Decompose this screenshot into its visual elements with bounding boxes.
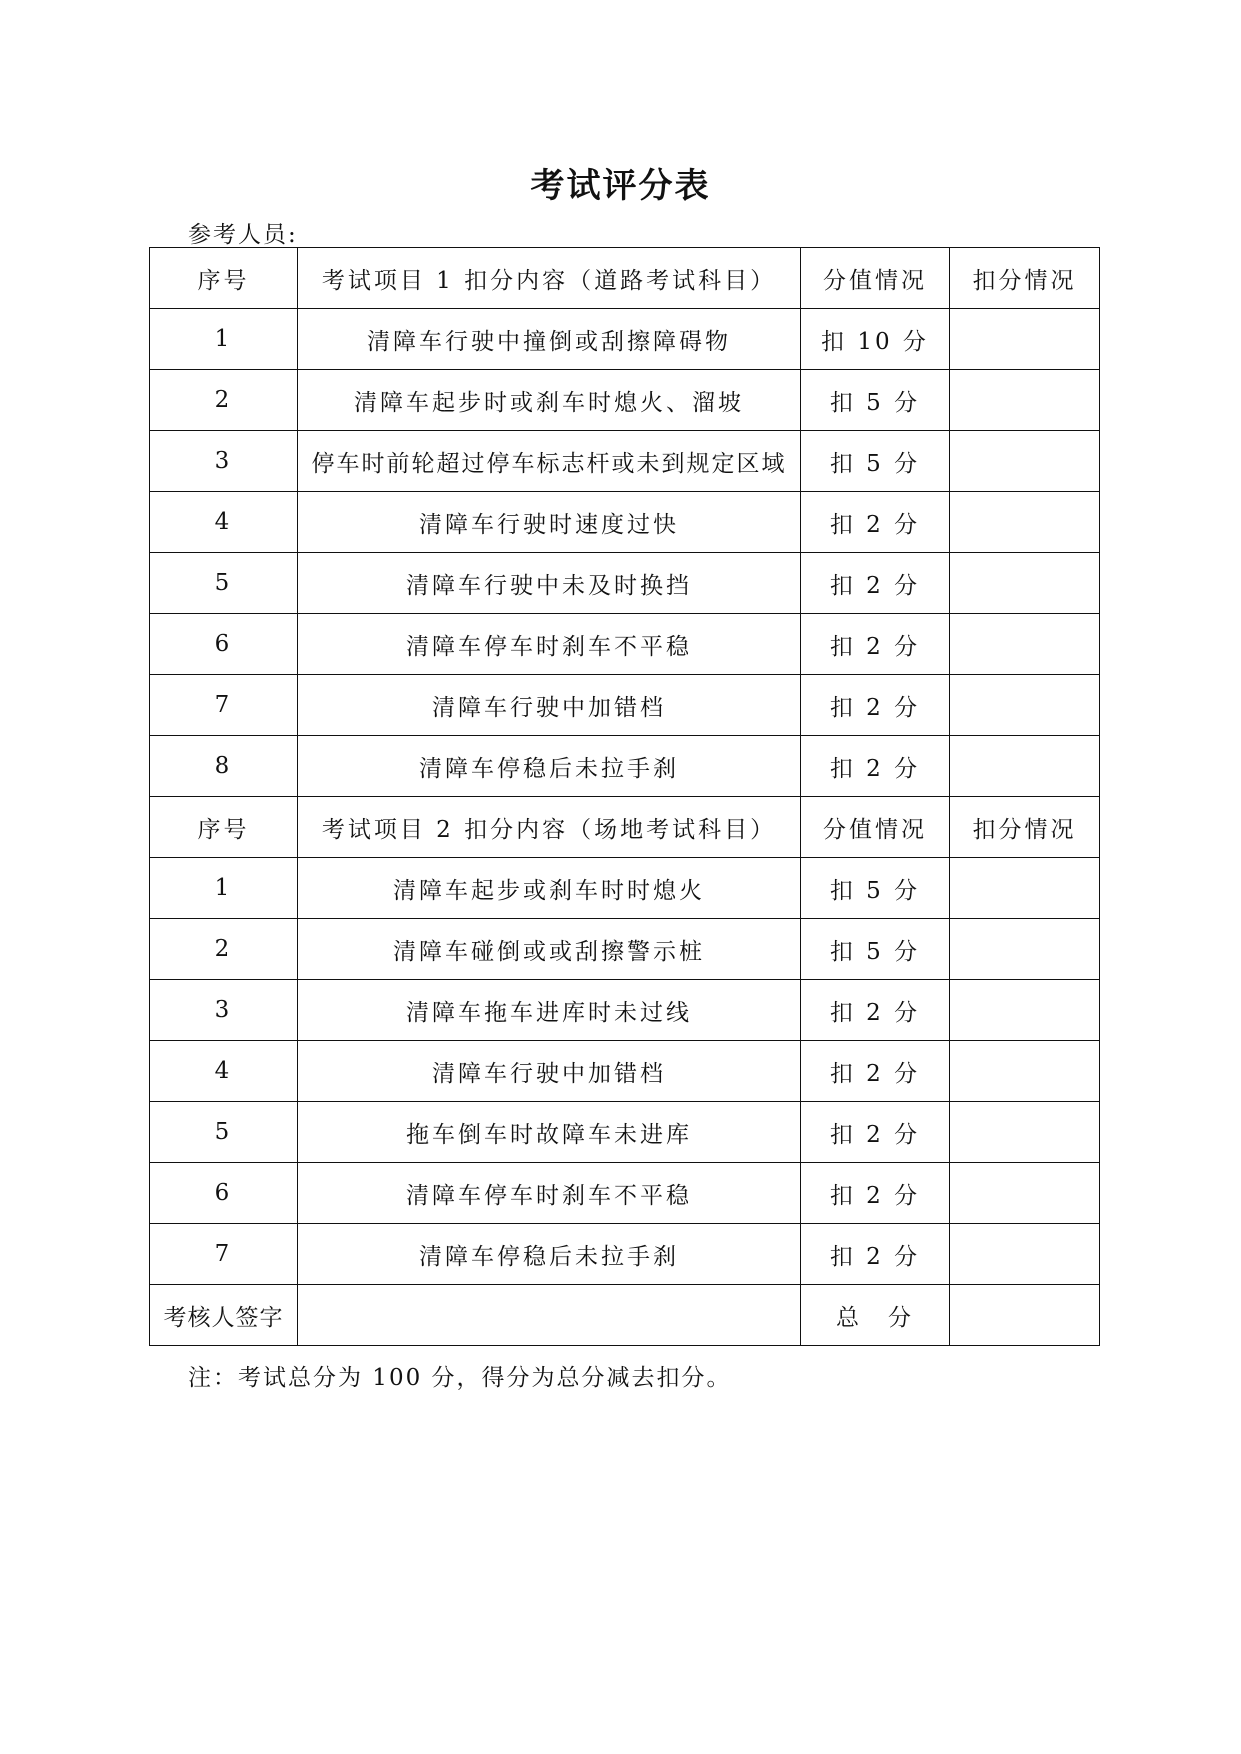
row-content: 清障车停车时刹车不平稳 bbox=[298, 1163, 801, 1224]
table-row bbox=[150, 1163, 1100, 1224]
page-title: 考试评分表 bbox=[530, 166, 711, 206]
row-score: 扣 5 分 bbox=[801, 919, 950, 980]
table-row bbox=[150, 370, 1100, 431]
header-no: 序号 bbox=[150, 797, 298, 858]
row-score: 扣 2 分 bbox=[801, 1102, 950, 1163]
row-content: 清障车起步或刹车时时熄火 bbox=[298, 858, 801, 919]
row-no: 1 bbox=[150, 858, 298, 919]
row-deduction-cell[interactable] bbox=[950, 1041, 1100, 1102]
row-no: 2 bbox=[150, 370, 298, 431]
row-content: 清障车行驶中撞倒或刮擦障碍物 bbox=[298, 309, 801, 370]
row-deduction-cell[interactable] bbox=[950, 614, 1100, 675]
table-row bbox=[150, 1224, 1100, 1285]
row-deduction-cell[interactable] bbox=[950, 1163, 1100, 1224]
row-score: 扣 2 分 bbox=[801, 1224, 950, 1285]
row-content: 清障车停车时刹车不平稳 bbox=[298, 614, 801, 675]
row-content: 清障车行驶中加错档 bbox=[298, 1041, 801, 1102]
section1-header-row bbox=[150, 248, 1100, 309]
row-score: 扣 2 分 bbox=[801, 980, 950, 1041]
row-no: 4 bbox=[150, 492, 298, 553]
row-no: 5 bbox=[150, 1102, 298, 1163]
header-deduction: 扣分情况 bbox=[950, 797, 1100, 858]
row-score: 扣 2 分 bbox=[801, 614, 950, 675]
score-table bbox=[149, 247, 1100, 1346]
total-label: 总 分 bbox=[801, 1285, 950, 1346]
row-deduction-cell[interactable] bbox=[950, 1224, 1100, 1285]
footnote: 注：考试总分为 100 分，得分为总分减去扣分。 bbox=[188, 1365, 732, 1391]
row-content: 拖车倒车时故障车未进库 bbox=[298, 1102, 801, 1163]
row-content: 清障车停稳后未拉手刹 bbox=[298, 736, 801, 797]
signature-field[interactable] bbox=[298, 1285, 801, 1346]
total-field[interactable] bbox=[950, 1285, 1100, 1346]
header-content: 考试项目 2 扣分内容（场地考试科目） bbox=[298, 797, 801, 858]
row-content: 清障车拖车进库时未过线 bbox=[298, 980, 801, 1041]
row-score: 扣 2 分 bbox=[801, 553, 950, 614]
row-score: 扣 2 分 bbox=[801, 1041, 950, 1102]
row-content: 清障车停稳后未拉手刹 bbox=[298, 1224, 801, 1285]
row-content: 清障车行驶时速度过快 bbox=[298, 492, 801, 553]
table-row bbox=[150, 492, 1100, 553]
table-row bbox=[150, 614, 1100, 675]
row-deduction-cell[interactable] bbox=[950, 980, 1100, 1041]
row-no: 8 bbox=[150, 736, 298, 797]
row-deduction-cell[interactable] bbox=[950, 1102, 1100, 1163]
row-content: 清障车行驶中加错档 bbox=[298, 675, 801, 736]
row-content: 清障车碰倒或或刮擦警示桩 bbox=[298, 919, 801, 980]
section2-header-row bbox=[150, 797, 1100, 858]
row-score: 扣 2 分 bbox=[801, 492, 950, 553]
row-no: 6 bbox=[150, 1163, 298, 1224]
row-score: 扣 5 分 bbox=[801, 370, 950, 431]
row-deduction-cell[interactable] bbox=[950, 370, 1100, 431]
row-no: 7 bbox=[150, 1224, 298, 1285]
row-no: 2 bbox=[150, 919, 298, 980]
row-score: 扣 10 分 bbox=[801, 309, 950, 370]
row-deduction-cell[interactable] bbox=[950, 492, 1100, 553]
row-no: 7 bbox=[150, 675, 298, 736]
table-row bbox=[150, 1102, 1100, 1163]
header-score: 分值情况 bbox=[801, 797, 950, 858]
table-row bbox=[150, 736, 1100, 797]
row-content: 停车时前轮超过停车标志杆或未到规定区域 bbox=[298, 431, 801, 492]
row-score: 扣 2 分 bbox=[801, 675, 950, 736]
row-score: 扣 5 分 bbox=[801, 431, 950, 492]
row-deduction-cell[interactable] bbox=[950, 736, 1100, 797]
row-score: 扣 2 分 bbox=[801, 1163, 950, 1224]
table-row bbox=[150, 675, 1100, 736]
row-no: 5 bbox=[150, 553, 298, 614]
table-row bbox=[150, 1041, 1100, 1102]
table-row bbox=[150, 431, 1100, 492]
row-no: 3 bbox=[150, 431, 298, 492]
row-deduction-cell[interactable] bbox=[950, 431, 1100, 492]
participant-label: 参考人员: bbox=[188, 222, 298, 248]
header-no: 序号 bbox=[150, 248, 298, 309]
row-deduction-cell[interactable] bbox=[950, 675, 1100, 736]
row-score: 扣 2 分 bbox=[801, 736, 950, 797]
header-deduction: 扣分情况 bbox=[950, 248, 1100, 309]
row-no: 1 bbox=[150, 309, 298, 370]
signature-label: 考核人签字 bbox=[150, 1285, 298, 1346]
row-score: 扣 5 分 bbox=[801, 858, 950, 919]
row-deduction-cell[interactable] bbox=[950, 553, 1100, 614]
row-content: 清障车行驶中未及时换挡 bbox=[298, 553, 801, 614]
row-no: 4 bbox=[150, 1041, 298, 1102]
row-deduction-cell[interactable] bbox=[950, 858, 1100, 919]
header-content: 考试项目 1 扣分内容（道路考试科目） bbox=[298, 248, 801, 309]
table-row bbox=[150, 309, 1100, 370]
table-row bbox=[150, 553, 1100, 614]
row-no: 3 bbox=[150, 980, 298, 1041]
table-row bbox=[150, 919, 1100, 980]
row-no: 6 bbox=[150, 614, 298, 675]
row-content: 清障车起步时或刹车时熄火、溜坡 bbox=[298, 370, 801, 431]
row-deduction-cell[interactable] bbox=[950, 919, 1100, 980]
header-score: 分值情况 bbox=[801, 248, 950, 309]
row-deduction-cell[interactable] bbox=[950, 309, 1100, 370]
table-row bbox=[150, 858, 1100, 919]
table-row bbox=[150, 980, 1100, 1041]
footer-row bbox=[150, 1285, 1100, 1346]
